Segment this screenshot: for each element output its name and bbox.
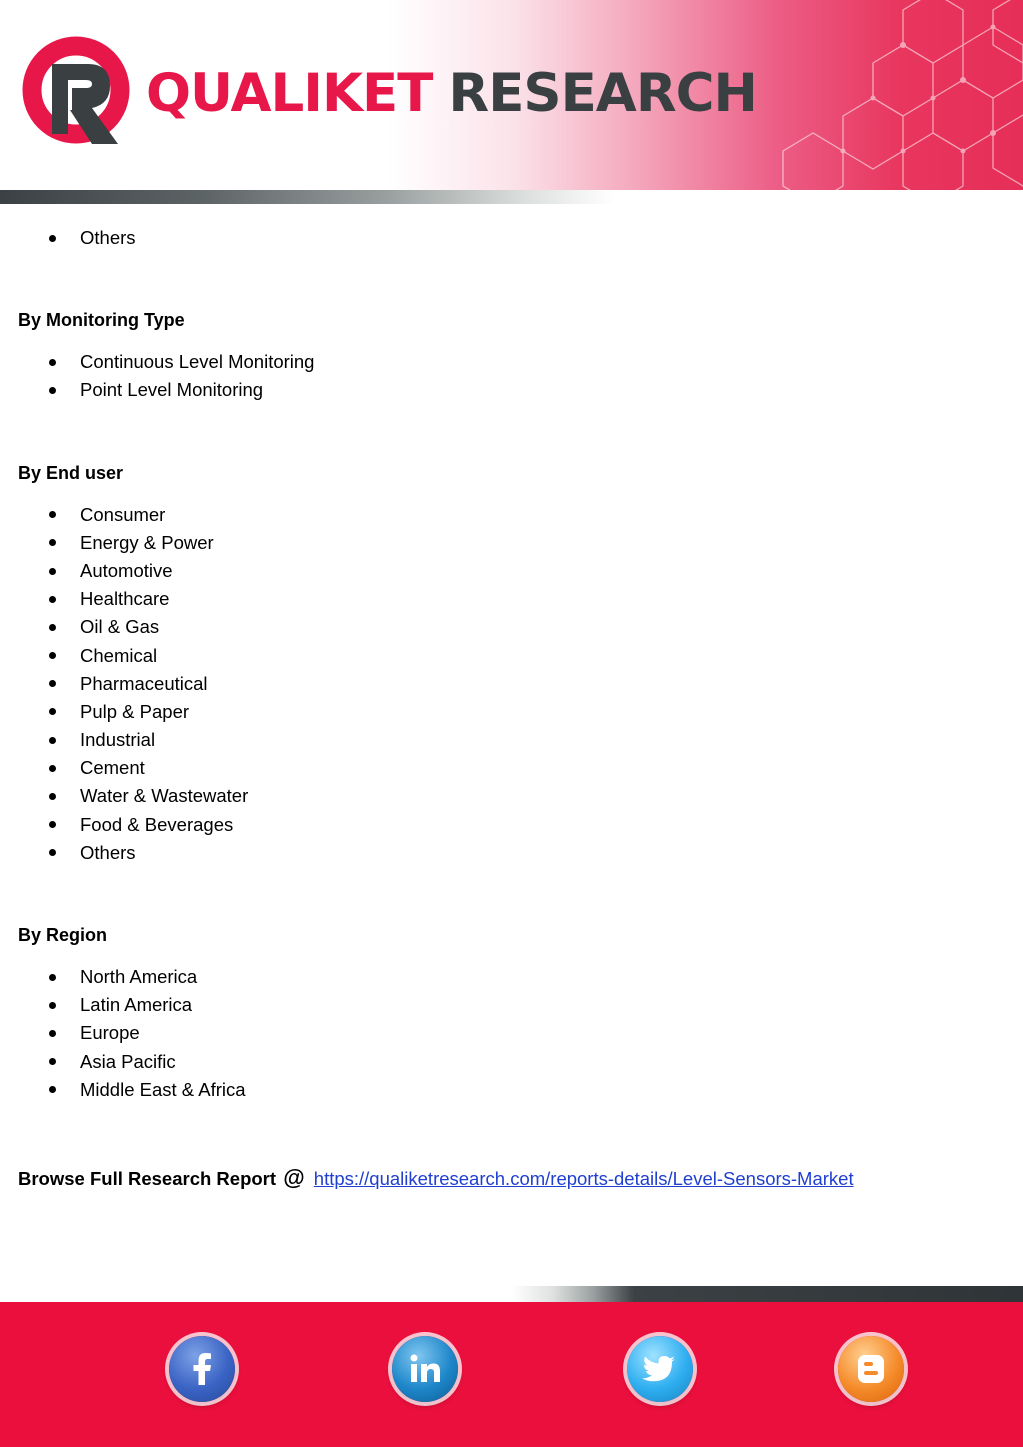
linkedin-icon bbox=[405, 1349, 445, 1389]
section-title-monitoring-type: By Monitoring Type bbox=[18, 310, 185, 331]
bullet-icon bbox=[49, 680, 56, 687]
list-item-label: Healthcare bbox=[80, 588, 170, 610]
list-item bbox=[0, 613, 1023, 641]
list-item-label: Continuous Level Monitoring bbox=[80, 351, 315, 373]
bullet-icon bbox=[49, 974, 56, 981]
list-item-label: Water & Wastewater bbox=[80, 785, 249, 807]
list-item-label: Europe bbox=[80, 1022, 140, 1044]
logo-word-research: RESEARCH bbox=[448, 63, 757, 124]
list-item bbox=[0, 726, 1023, 754]
bullet-icon bbox=[49, 793, 56, 800]
header-divider-strip bbox=[0, 190, 1023, 204]
bullet-icon bbox=[49, 1002, 56, 1009]
bullet-icon bbox=[49, 765, 56, 772]
list-item bbox=[0, 1019, 1023, 1047]
list-item-label: Latin America bbox=[80, 994, 193, 1016]
list-item bbox=[0, 642, 1023, 670]
end-user-list bbox=[0, 501, 1023, 867]
list-item bbox=[0, 501, 1023, 529]
list-item-label: Others bbox=[80, 841, 136, 863]
section-title-region: By Region bbox=[18, 925, 108, 945]
list-item bbox=[0, 698, 1023, 726]
list-item bbox=[0, 991, 1023, 1019]
list-item-label: Asia Pacific bbox=[80, 1050, 176, 1072]
bullet-icon bbox=[49, 359, 56, 366]
list-item-label: Industrial bbox=[80, 729, 156, 751]
list-item-label: Chemical bbox=[80, 644, 158, 666]
list-item-label: Food & Beverages bbox=[80, 813, 234, 835]
facebook-button[interactable] bbox=[169, 1336, 235, 1402]
bullet-icon bbox=[49, 387, 56, 394]
list-item bbox=[0, 585, 1023, 613]
bullet-icon bbox=[49, 821, 56, 828]
facebook-icon bbox=[182, 1349, 222, 1389]
twitter-button[interactable] bbox=[627, 1336, 693, 1402]
list-item bbox=[0, 348, 1023, 376]
list-item bbox=[0, 557, 1023, 585]
footer-divider-strip bbox=[0, 1286, 1023, 1302]
bullet-icon bbox=[49, 539, 56, 546]
bullet-icon bbox=[49, 1058, 56, 1065]
bullet-icon bbox=[49, 737, 56, 744]
bullet-icon bbox=[49, 568, 56, 575]
list-item bbox=[0, 811, 1023, 839]
report-link[interactable]: https://qualiketresearch.com/reports-details/Level-Sensors-Market bbox=[313, 1168, 854, 1189]
blogger-button[interactable] bbox=[838, 1336, 904, 1402]
list-item-label: Pulp & Paper bbox=[80, 700, 190, 722]
list-item-label: Consumer bbox=[80, 503, 166, 525]
list-item-label: Cement bbox=[80, 757, 145, 779]
bullet-icon bbox=[49, 1086, 56, 1093]
report-content bbox=[0, 224, 1023, 1104]
bullet-icon bbox=[49, 235, 56, 242]
at-sign: @ bbox=[283, 1165, 305, 1190]
bullet-icon bbox=[49, 652, 56, 659]
company-logo-text bbox=[146, 64, 757, 124]
twitter-icon bbox=[640, 1349, 680, 1389]
bullet-icon bbox=[49, 511, 56, 518]
list-item bbox=[0, 963, 1023, 991]
list-item bbox=[0, 782, 1023, 810]
list-item bbox=[0, 224, 1023, 252]
list-item-label: Oil & Gas bbox=[80, 616, 160, 638]
logo-word-qualiket: QUALIKET bbox=[146, 63, 433, 124]
browse-report-line bbox=[18, 1164, 854, 1193]
list-item-label: Point Level Monitoring bbox=[80, 379, 264, 401]
list-item-label: North America bbox=[80, 966, 198, 987]
bullet-icon bbox=[49, 849, 56, 856]
bullet-icon bbox=[49, 1030, 56, 1037]
list-item bbox=[0, 376, 1023, 404]
region-list bbox=[0, 963, 1023, 1104]
browse-label: Browse Full Research Report bbox=[18, 1168, 277, 1189]
list-item bbox=[0, 1048, 1023, 1076]
qualiket-logo-icon bbox=[22, 34, 134, 148]
list-item bbox=[0, 529, 1023, 557]
section-title-end-user: By End user bbox=[18, 462, 124, 483]
list-item-label: Pharmaceutical bbox=[80, 672, 208, 694]
list-item bbox=[0, 754, 1023, 782]
monitoring-type-list bbox=[0, 348, 1023, 404]
list-item bbox=[0, 1076, 1023, 1104]
list-item-label: Automotive bbox=[80, 559, 173, 581]
linkedin-button[interactable] bbox=[392, 1336, 458, 1402]
bullet-icon bbox=[49, 708, 56, 715]
list-item-label: Others bbox=[80, 227, 136, 248]
blogger-icon bbox=[851, 1349, 891, 1389]
bullet-icon bbox=[49, 624, 56, 631]
list-item bbox=[0, 839, 1023, 867]
intro-list bbox=[0, 224, 1023, 252]
bullet-icon bbox=[49, 596, 56, 603]
list-item bbox=[0, 670, 1023, 698]
list-item-label: Energy & Power bbox=[80, 531, 214, 553]
page-header bbox=[0, 0, 1023, 190]
list-item-label: Middle East & Africa bbox=[80, 1078, 246, 1100]
